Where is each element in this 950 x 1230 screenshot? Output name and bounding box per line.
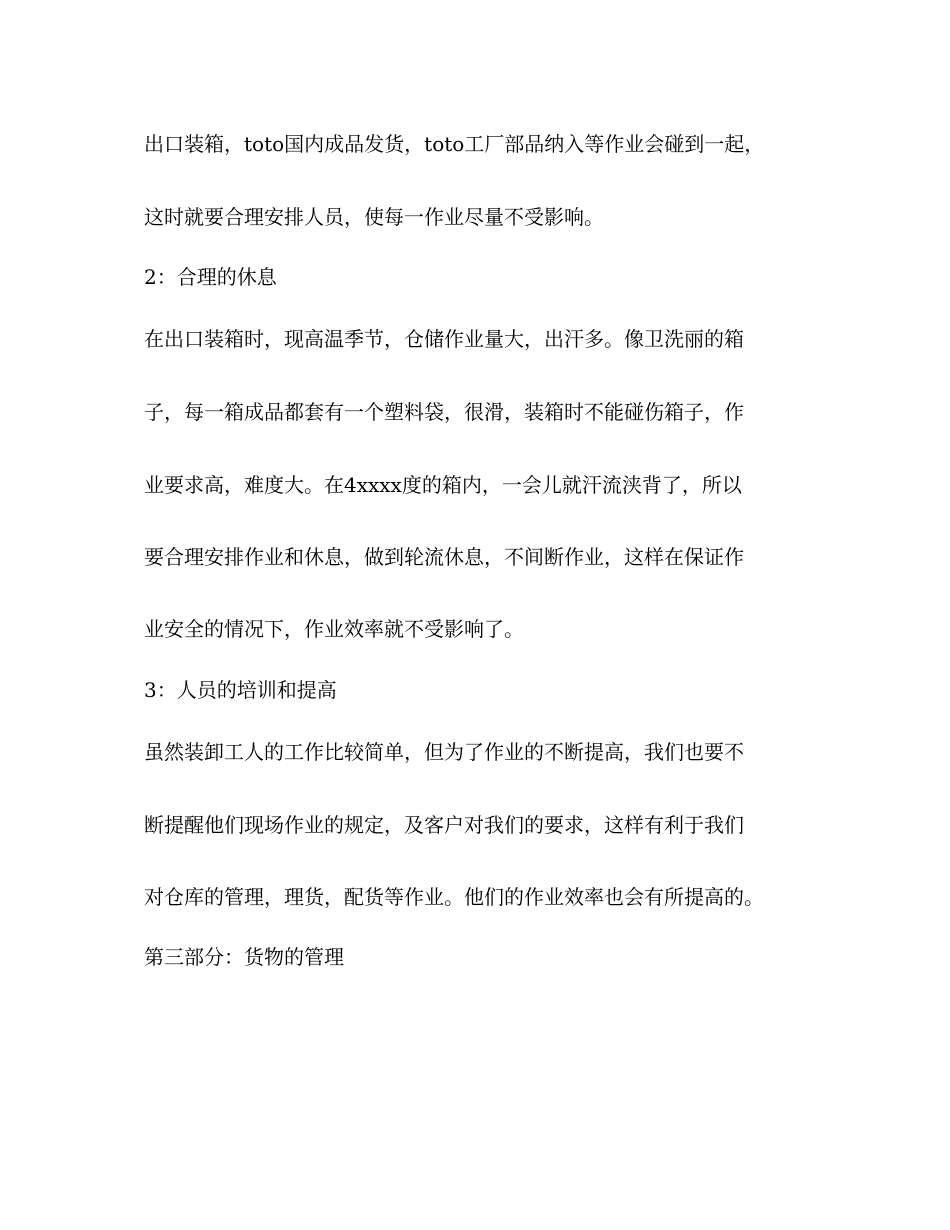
paragraph-line-7: 业安全的情况下，作业效率就不受影响了。 — [144, 617, 524, 641]
paragraph-line-9: 断提醒他们现场作业的规定，及客户对我们的要求，这样有利于我们 — [144, 813, 744, 837]
paragraph-line-5: 业要求高，难度大。在4xxxx度的箱内，一会儿就汗流浃背了，所以 — [144, 473, 742, 497]
paragraph-line-4: 子，每一箱成品都套有一个塑料袋，很滑，装箱时不能碰伤箱子，作 — [144, 400, 744, 424]
paragraph-line-1: 出口装箱，toto国内成品发货，toto工厂部品纳入等作业会碰到一起， — [144, 132, 765, 156]
paragraph-line-10: 对仓库的管理，理货，配货等作业。他们的作业效率也会有所提高的。 — [144, 885, 764, 909]
paragraph-line-6: 要合理安排作业和休息，做到轮流休息，不间断作业，这样在保证作 — [144, 545, 744, 569]
part-heading-goods-management: 第三部分：货物的管理 — [144, 945, 344, 969]
paragraph-line-8: 虽然装卸工人的工作比较简单，但为了作业的不断提高，我们也要不 — [144, 740, 744, 764]
paragraph-line-2: 这时就要合理安排人员，使每一作业尽量不受影响。 — [144, 205, 604, 229]
paragraph-line-3: 在出口装箱时，现高温季节，仓储作业量大，出汗多。像卫洗丽的箱 — [144, 327, 744, 351]
section-heading-training: 3：人员的培训和提高 — [144, 678, 337, 702]
section-heading-rest: 2：合理的休息 — [144, 265, 277, 289]
